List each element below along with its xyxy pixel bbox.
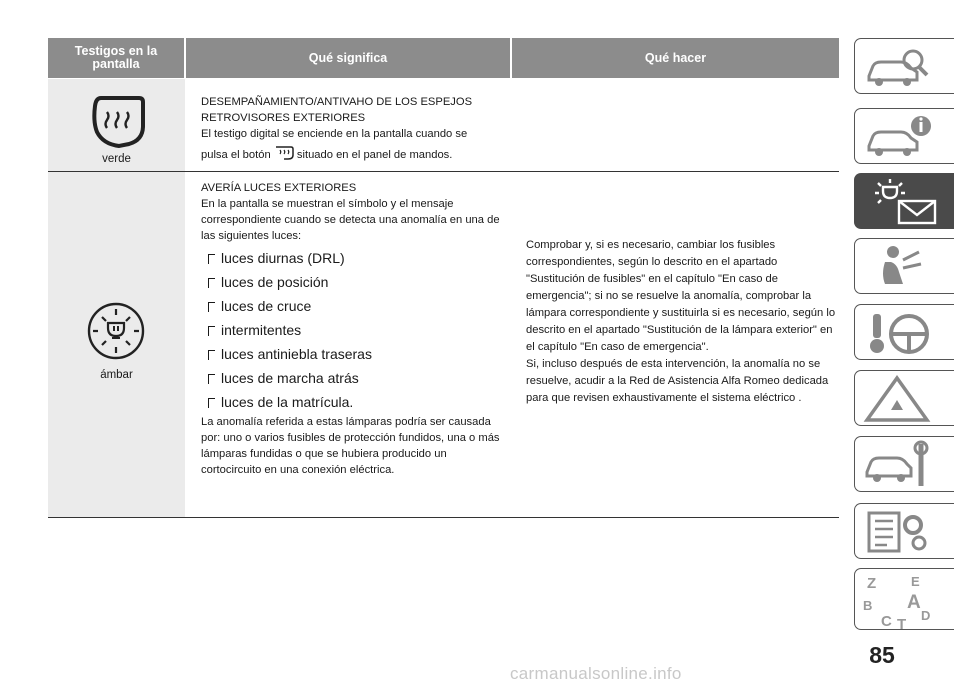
specs-gears-icon — [863, 507, 935, 557]
header-action-label: Qué hacer — [644, 50, 707, 65]
list-item — [201, 294, 501, 318]
row1-meaning-line2a: pulsa el botón — [201, 149, 271, 161]
row2-action — [526, 237, 838, 407]
list-item-text: luces de marcha atrás — [221, 370, 359, 386]
tab-car-search[interactable] — [854, 38, 954, 94]
tab-car-info[interactable] — [854, 108, 954, 164]
row1-meaning-line2 — [201, 146, 505, 163]
warning-light-message-icon — [863, 177, 939, 227]
row2-action-p2: Si, incluso después de esta intervención, la anomalía no se resuelve, acudir a la Red de Asistencia Alfa Romeo dedicada para que revisen exhaustivamente el sistema eléctrico . — [526, 358, 829, 404]
row2-color-label: ámbar — [100, 369, 133, 381]
header-indicators-label: Testigos en la pantalla — [74, 44, 158, 71]
tab-index[interactable] — [854, 568, 954, 630]
tab-specs[interactable] — [854, 503, 954, 559]
index-letter: T — [897, 616, 907, 630]
list-item-text: luces antiniebla traseras — [221, 346, 372, 362]
tab-emergency[interactable] — [854, 370, 954, 426]
key-steering-wheel-icon — [863, 308, 935, 358]
index-letter: B — [863, 598, 873, 613]
header-action — [512, 38, 839, 78]
row1-meaning-line1: El testigo digital se enciende en la pantalla cuando se — [201, 128, 468, 140]
row2-meaning-title: AVERÍA LUCES EXTERIORES — [201, 182, 357, 194]
row2-meaning-intro: En la pantalla se muestran el símbolo y el mensaje correspondiente cuando se detecta una anomalía en una de las siguientes luces: — [201, 198, 500, 242]
index-letter: Z — [867, 575, 877, 592]
row2-meaning-outro: La anomalía referida a estas lámparas podría ser causada por: uno o varios fusibles de protección fundidos, una o más lámparas fundidas o que se hubiera producido un cortocircuito en una conexión eléctrica. — [201, 416, 500, 476]
row2-action-p1: Comprobar y, si es necesario, cambiar los fusibles correspondientes, según lo descrito en el apartado "Sustitución de fusibles" en el capítulo "En caso de emergencia"; si no se resuelve la anomalía, comprobar la lámpara correspondiente y sustituirla si es necesario, según lo descrito en el apartado "Sustitución de la lámpara exterior" en el capítulo "En caso de emergencia". — [526, 239, 836, 353]
tab-seat-airbag[interactable] — [854, 238, 954, 294]
bullet-mark — [208, 302, 215, 312]
list-item — [201, 270, 501, 294]
list-item — [201, 318, 501, 342]
header-meaning — [186, 38, 510, 78]
car-info-icon — [863, 112, 935, 162]
alphabetical-index-icon — [863, 572, 939, 630]
index-letter: E — [911, 574, 920, 589]
list-item-text: luces de la matrícula. — [221, 394, 354, 410]
list-item-text: intermitentes — [221, 322, 302, 338]
tab-maintenance[interactable] — [854, 436, 954, 492]
table-bottom-rule — [48, 517, 839, 518]
car-wrench-icon — [863, 440, 935, 490]
list-item — [201, 366, 501, 390]
row1-meaning-title: DESEMPAÑAMIENTO/ANTIVAHO DE LOS ESPEJOS RETROVISORES EXTERIORES — [201, 96, 473, 124]
watermark: carmanualsonline.info — [510, 664, 682, 683]
header-meaning-label: Qué significa — [308, 50, 388, 65]
bullet-mark — [208, 374, 215, 384]
row1-meaning-line2b: situado en el panel de mandos. — [296, 149, 453, 161]
defrost-button-icon — [274, 146, 294, 160]
tab-warning-lights[interactable] — [854, 173, 954, 229]
light-list — [201, 246, 501, 414]
bullet-mark — [208, 350, 215, 360]
index-letter: C — [881, 613, 892, 630]
row1-meaning — [201, 94, 505, 163]
seat-airbag-icon — [863, 242, 935, 292]
bullet-mark — [208, 398, 215, 408]
row1-color-label: verde — [102, 153, 131, 165]
list-item-text: luces de cruce — [221, 298, 312, 314]
header-indicators — [48, 38, 184, 78]
list-item-text: luces de posición — [221, 274, 329, 290]
list-item — [201, 246, 501, 270]
bullet-mark — [208, 326, 215, 336]
warning-triangle-crash-icon — [863, 374, 935, 424]
exterior-lights-fault-icon — [85, 300, 147, 362]
mirror-defrost-icon — [89, 92, 147, 150]
list-item-text: luces diurnas (DRL) — [221, 250, 345, 266]
row2-meaning — [201, 180, 501, 478]
bullet-mark — [208, 278, 215, 288]
list-item — [201, 342, 501, 366]
bullet-mark — [208, 254, 215, 264]
page-number: 85 — [869, 642, 895, 668]
car-search-icon — [863, 42, 935, 92]
index-letter: A — [907, 592, 921, 613]
list-item — [201, 390, 501, 414]
index-letter: D — [921, 608, 931, 623]
tab-key-steering[interactable] — [854, 304, 954, 360]
